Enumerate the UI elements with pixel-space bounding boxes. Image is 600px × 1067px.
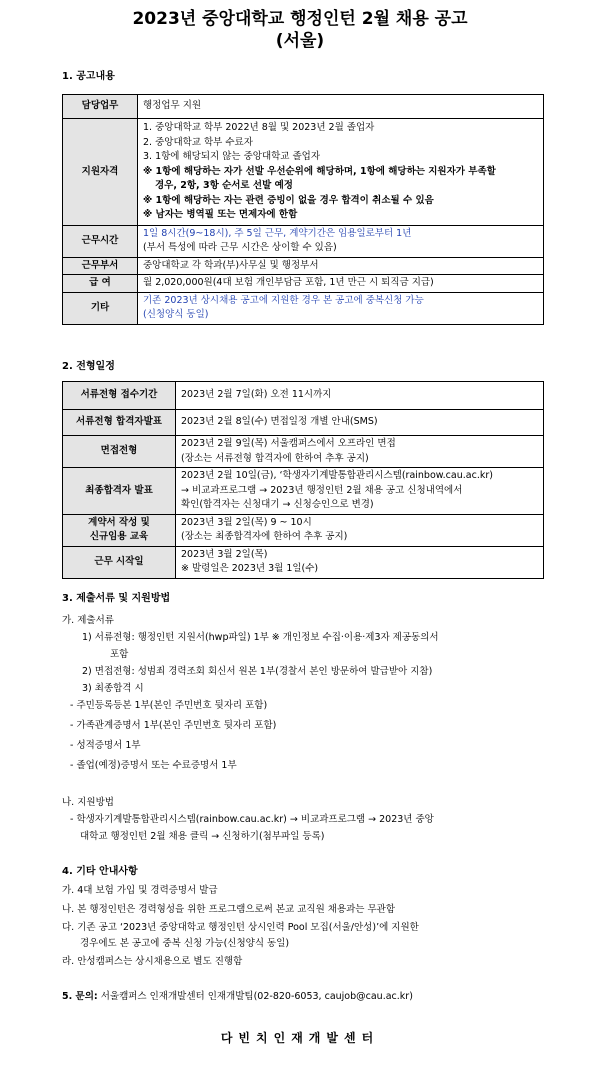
- etc-item: 가. 4대 보험 가입 및 경력증명서 발급: [62, 885, 218, 896]
- schedule-line: 확인(합격자는 신청대기 → 신청승인으로 변경): [181, 499, 374, 510]
- docs-item: 포함: [110, 649, 129, 660]
- hours-line: 1일 8시간(9~18시), 주 5일 근무, 계약기간은 임용일로부터 1년: [143, 227, 412, 239]
- hours-value: [138, 225, 544, 257]
- title-line-1: 2023년 중앙대학교 행정인턴 2월 채용 공고: [132, 9, 468, 29]
- qualification-item: 1. 중앙대학교 학부 2022년 8월 및 2023년 2월 졸업자: [143, 122, 375, 133]
- schedule-line: (장소는 최종합격자에 한하여 추후 공지): [181, 531, 348, 542]
- pay-value: 월 2,020,000원(4대 보험 개인부담금 포함, 1년 만근 시 퇴직금 지급): [138, 275, 544, 293]
- table-row: [63, 514, 544, 546]
- duty-value: 행정업무 지원: [138, 95, 544, 119]
- etc-line: 기존 2023년 상시채용 공고에 지원한 경우 본 공고에 중복신청 가능: [143, 294, 424, 306]
- dept-header: 근무부서: [63, 257, 138, 275]
- docs-subitem: - 졸업(예정)증명서 또는 수료증명서 1부: [70, 760, 237, 771]
- table-row: [63, 275, 544, 293]
- etc-item: 나. 본 행정인턴은 경력형성을 위한 프로그램으로써 본교 교직원 채용과는 무관함: [62, 904, 396, 915]
- table-row: [63, 410, 544, 436]
- apply-subheading: 나. 지원방법: [62, 797, 114, 808]
- qualification-value: [138, 119, 544, 226]
- pay-header: 급 여: [63, 275, 138, 293]
- schedule-value: [176, 514, 544, 546]
- table-row: [63, 382, 544, 410]
- table-row: [63, 436, 544, 468]
- table-row: [63, 292, 544, 324]
- table-row: [63, 225, 544, 257]
- section-5-heading: 5. 문의:: [62, 991, 98, 1002]
- schedule-value: [176, 436, 544, 468]
- section-2-heading: 2. 전형일정: [62, 361, 115, 372]
- docs-item: 2) 면접전형: 성범죄 경력조회 회신서 원본 1부(경찰서 본인 방문하여 발급받아 지참): [82, 666, 433, 677]
- schedule-value: [176, 546, 544, 578]
- schedule-line: (장소는 서류전형 합격자에 한하여 추후 공지): [181, 452, 369, 464]
- docs-subheading: 가. 제출서류: [62, 615, 114, 626]
- schedule-table: [62, 381, 544, 579]
- etc-line: (신청양식 동일): [143, 309, 209, 320]
- docs-subitem: - 가족관계증명서 1부(본인 주민번호 뒷자리 포함): [70, 720, 277, 731]
- duty-header: 담당업무: [63, 95, 138, 119]
- footer-org: 다빈치인재개발센터: [220, 1031, 380, 1045]
- notice-table: [62, 94, 544, 325]
- etc-item: 경우에도 본 공고에 중복 신청 가능(신청양식 동일): [80, 938, 290, 949]
- schedule-header: 근무 시작일: [63, 546, 176, 578]
- table-row: [63, 468, 544, 515]
- schedule-line: → 비교과프로그램 → 2023년 행정인턴 2월 채용 공고 신청내역에서: [181, 484, 463, 496]
- page-title: [0, 8, 600, 52]
- schedule-line: 2023년 3월 2일(목): [181, 548, 268, 560]
- section-1-heading: 1. 공고내용: [62, 71, 115, 82]
- etc-header: 기타: [63, 292, 138, 324]
- etc-value: [138, 292, 544, 324]
- schedule-line: 2023년 2월 9일(목) 서울캠퍼스에서 오프라인 면접: [181, 438, 396, 449]
- table-row: [63, 257, 544, 275]
- contact-text: 서울캠퍼스 인재개발센터 인재개발팀(02-820-6053, caujob@cau.ac.kr): [100, 991, 413, 1002]
- qualification-item: 3. 1항에 해당되지 않는 중앙대학교 졸업자: [143, 151, 321, 162]
- schedule-line: ※ 발령일은 2023년 3월 1일(수): [181, 563, 319, 574]
- schedule-line: 2023년 2월 10일(금), ‘학생자기계발통합관리시스템(rainbow.cau.ac.kr): [181, 470, 493, 481]
- table-row: [63, 95, 544, 119]
- apply-line: - 학생자기계발통합관리시스템(rainbow.cau.ac.kr) → 비교과프로그램 → 2023년 중앙: [70, 814, 434, 825]
- etc-item: 라. 안성캠퍼스는 상시채용으로 별도 진행함: [62, 956, 243, 967]
- docs-item: 3) 최종합격 시: [82, 683, 144, 694]
- hours-header: 근무시간: [63, 225, 138, 257]
- schedule-header: 서류전형 합격자발표: [63, 410, 176, 436]
- schedule-header-line: 계약서 작성 및: [88, 516, 150, 528]
- schedule-header-line: 신규임용 교육: [89, 531, 149, 542]
- section-3-heading: 3. 제출서류 및 지원방법: [62, 593, 171, 604]
- schedule-value: 2023년 2월 7일(화) 오전 11시까지: [176, 382, 544, 410]
- schedule-header: 서류전형 접수기간: [63, 382, 176, 410]
- qualification-item: 2. 중앙대학교 학부 수료자: [143, 136, 253, 148]
- docs-item: 1) 서류전형: 행정인턴 지원서(hwp파일) 1부 ※ 개인정보 수집·이용·제3자 제공동의서: [82, 632, 439, 643]
- table-row: [63, 119, 544, 226]
- qualification-note: ※ 1항에 해당하는 자는 관련 증빙이 없을 경우 합격이 취소될 수 있음: [143, 194, 434, 206]
- qualification-note: ※ 남자는 병역필 또는 면제자에 한함: [143, 209, 298, 220]
- schedule-line: 2023년 3월 2일(목) 9 ~ 10시: [181, 516, 312, 528]
- docs-subitem: - 성적증명서 1부: [70, 740, 141, 751]
- table-row: [63, 546, 544, 578]
- schedule-header: 면접전형: [63, 436, 176, 468]
- hours-note: (부서 특성에 따라 근무 시간은 상이할 수 있음): [143, 242, 337, 253]
- qualification-note: ※ 1항에 해당하는 자가 선발 우선순위에 해당하며, 1항에 해당하는 지원자가 부족할: [143, 165, 496, 177]
- apply-line: 대학교 행정인턴 2월 채용 클릭 → 신청하기(첨부파일 등록): [80, 831, 325, 842]
- etc-item: 다. 기존 공고 ‘2023년 중앙대학교 행정인턴 상시인력 Pool 모집(서울/안성)’에 지원한: [62, 922, 419, 933]
- section-4-heading: 4. 기타 안내사항: [62, 866, 138, 877]
- docs-subitem: - 주민등록등본 1부(본인 주민번호 뒷자리 포함): [70, 700, 268, 711]
- schedule-header: [63, 514, 176, 546]
- schedule-value: [176, 468, 544, 515]
- qualification-header: 지원자격: [63, 119, 138, 226]
- schedule-header: 최종합격자 발표: [63, 468, 176, 515]
- title-line-2: (서울): [275, 31, 325, 51]
- dept-value: 중앙대학교 각 학과(부)사무실 및 행정부서: [138, 257, 544, 275]
- qualification-note: 경우, 2항, 3항 순서로 선발 예정: [155, 180, 293, 191]
- schedule-value: 2023년 2월 8일(수) 면접일정 개별 안내(SMS): [176, 410, 544, 436]
- contact-line: [62, 990, 413, 1004]
